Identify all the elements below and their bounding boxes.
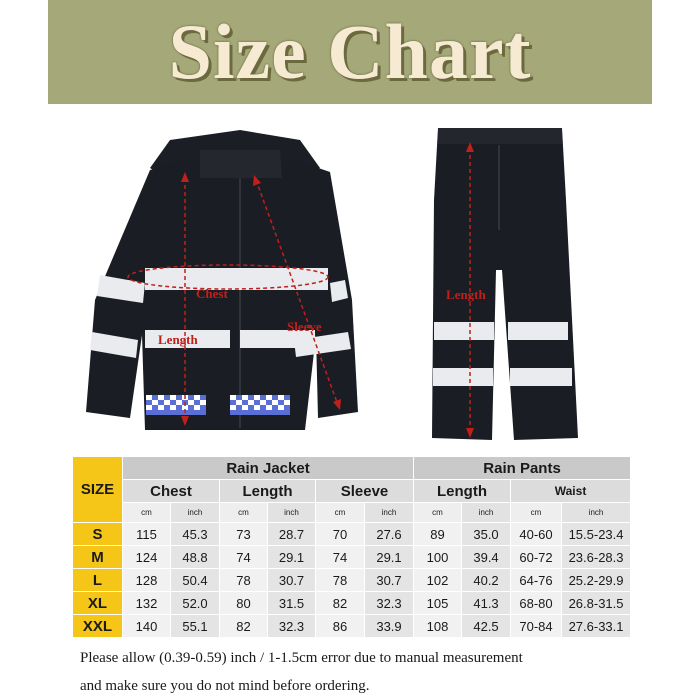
- rain-jacket-image: [86, 130, 358, 430]
- table-row: [73, 546, 631, 569]
- table-cell: 30.7: [268, 569, 316, 592]
- size-label: XL: [73, 592, 123, 615]
- table-cell: 124: [123, 546, 171, 569]
- table-cell: 64-76: [511, 569, 562, 592]
- table-row: [73, 523, 631, 546]
- table-cell: 78: [220, 569, 268, 592]
- unit-cell: cm: [511, 503, 562, 523]
- table-cell: 82: [316, 592, 365, 615]
- jacket-length-label: Length: [158, 332, 198, 347]
- unit-cell: inch: [462, 503, 511, 523]
- table-cell: 50.4: [171, 569, 220, 592]
- table-cell: 89: [414, 523, 462, 546]
- table-cell: 32.3: [268, 615, 316, 638]
- table-cell: 78: [316, 569, 365, 592]
- unit-cell: cm: [220, 503, 268, 523]
- table-cell: 41.3: [462, 592, 511, 615]
- table-cell: 32.3: [365, 592, 414, 615]
- table-cell: 15.5-23.4: [562, 523, 631, 546]
- table-cell: 60-72: [511, 546, 562, 569]
- table-cell: 40.2: [462, 569, 511, 592]
- table-cell: 28.7: [268, 523, 316, 546]
- size-header: SIZE: [73, 457, 123, 523]
- table-cell: 102: [414, 569, 462, 592]
- table-cell: 27.6: [365, 523, 414, 546]
- rain-pants-image: [432, 128, 578, 440]
- unit-cell: inch: [562, 503, 631, 523]
- table-cell: 128: [123, 569, 171, 592]
- table-cell: 25.2-29.9: [562, 569, 631, 592]
- table-cell: 70-84: [511, 615, 562, 638]
- unit-cell: inch: [171, 503, 220, 523]
- table-cell: 55.1: [171, 615, 220, 638]
- table-cell: 23.6-28.3: [562, 546, 631, 569]
- table-cell: 140: [123, 615, 171, 638]
- table-cell: 42.5: [462, 615, 511, 638]
- title-banner: [48, 0, 652, 104]
- table-cell: 86: [316, 615, 365, 638]
- size-label: S: [73, 523, 123, 546]
- jacket-length-header: Length: [220, 480, 316, 503]
- rain-jacket-header: Rain Jacket: [123, 457, 414, 480]
- table-cell: 52.0: [171, 592, 220, 615]
- unit-cell: cm: [414, 503, 462, 523]
- unit-cell: cm: [123, 503, 171, 523]
- table-cell: 100: [414, 546, 462, 569]
- table-row: [73, 615, 631, 638]
- size-label: XXL: [73, 615, 123, 638]
- disclaimer-line-1: Please allow (0.39-0.59) inch / 1-1.5cm error due to manual measurement: [80, 650, 523, 666]
- table-cell: 74: [220, 546, 268, 569]
- table-cell: 68-80: [511, 592, 562, 615]
- rain-pants-header: Rain Pants: [414, 457, 631, 480]
- table-cell: 29.1: [268, 546, 316, 569]
- table-cell: 73: [220, 523, 268, 546]
- table-cell: 35.0: [462, 523, 511, 546]
- table-row: [73, 592, 631, 615]
- table-cell: 108: [414, 615, 462, 638]
- table-cell: 45.3: [171, 523, 220, 546]
- table-cell: 31.5: [268, 592, 316, 615]
- table-cell: 70: [316, 523, 365, 546]
- product-illustration: [0, 110, 700, 455]
- table-cell: 105: [414, 592, 462, 615]
- banner-title: Size Chart: [168, 8, 532, 95]
- table-cell: 30.7: [365, 569, 414, 592]
- table-cell: 74: [316, 546, 365, 569]
- table-cell: 115: [123, 523, 171, 546]
- jacket-chest-label: Chest: [196, 286, 228, 301]
- sleeve-header: Sleeve: [316, 480, 414, 503]
- size-label: M: [73, 546, 123, 569]
- table-row: [73, 569, 631, 592]
- size-table: [72, 456, 631, 638]
- table-cell: 39.4: [462, 546, 511, 569]
- pants-length-header: Length: [414, 480, 511, 503]
- table-cell: 33.9: [365, 615, 414, 638]
- table-cell: 48.8: [171, 546, 220, 569]
- waist-header: Waist: [511, 480, 631, 503]
- unit-cell: cm: [316, 503, 365, 523]
- unit-cell: inch: [268, 503, 316, 523]
- table-cell: 80: [220, 592, 268, 615]
- size-label: L: [73, 569, 123, 592]
- table-cell: 27.6-33.1: [562, 615, 631, 638]
- table-cell: 132: [123, 592, 171, 615]
- table-cell: 26.8-31.5: [562, 592, 631, 615]
- jacket-sleeve-label: Sleeve: [287, 319, 322, 334]
- table-cell: 29.1: [365, 546, 414, 569]
- pants-length-label: Length: [446, 287, 486, 302]
- unit-cell: inch: [365, 503, 414, 523]
- table-cell: 82: [220, 615, 268, 638]
- chest-header: Chest: [123, 480, 220, 503]
- table-cell: 40-60: [511, 523, 562, 546]
- disclaimer-line-2: and make sure you do not mind before ordering.: [80, 678, 370, 694]
